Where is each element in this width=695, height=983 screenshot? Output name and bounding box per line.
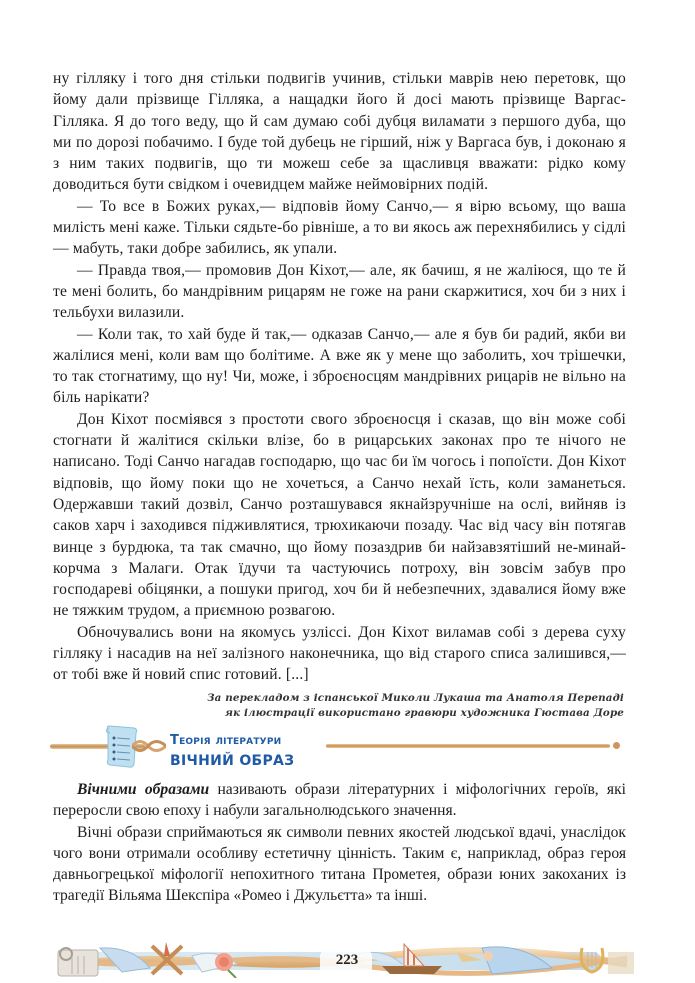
paragraph: ну гілляку і того дня стільки подвигів учинив, стільки маврів нею перетовк, що йому дали прізвище Гілляка, а нащадки його й досі мають прізвище Варгас-Гілляка. Я до того веду, що й сам думаю собі дубця виламати з першого дуба, що ми по дорозі побачимо. І буде той дубець не гірший, ніж у Варгаса був, і доконаю я з ним таких подвигів, що ти можеш себе за щасливця вважати: рідко кому доводиться бути свідком і очевидцем майже неймовірних подій. [53, 70, 626, 194]
theory-heading [50, 722, 630, 774]
story-text [53, 68, 626, 721]
rope-knot-icon [132, 737, 166, 755]
rope-divider-right [326, 744, 610, 748]
theory-text [53, 779, 626, 907]
paragraph: — Правда твоя,— промовив Дон Кіхот,— але, як бачиш, я не жаліюся, що те й те мені болить, бо мандрівним рицарям не гоже на рани скаржитися, хоч би з них і тельбухи вилазили. [53, 261, 626, 322]
paragraph: Обночувались вони на якомусь узліссі. Дон Кіхот виламав собі з дерева суху гілляку і насадив на неї залізного наконечника, що від старого списа залишився,— от тобі вже й новий спис готовий. [...] [53, 623, 626, 684]
footer-ornament [52, 938, 640, 978]
rope-end [613, 742, 620, 749]
definition-paragraph [53, 779, 626, 822]
column-icon [58, 948, 98, 976]
paragraph: Дон Кіхот посміявся з простоти свого зброєносця і сказав, що він може собі стогнати й жалітися скільки влізе, бо в рицарських законах про те нічого не написано. Тоді Санчо нагадав господарю, що час би їм чогось і попоїсти. Дон Кіхот відповів, що йому поки що не хочеться, а Санчо нехай їсть, коли заманеться. Одержавши такий дозвіл, Санчо розташувався якнайзручніше на ослі, вийняв із саков харч і заходився підживлятися, трюхикаючи позаду. Час від часу він потягав винце з бурдюка, та так смачно, що йому позаздрив би найзавзятіший не-минай-корчма з Малаги. Отак їдучи та частуючись потроху, він зовсім забув про господареві обіцянки, а пошуки пригод, хоч би й небезпечних, здавалися йому вже не тяжким трудом, а приємною розвагою. [53, 410, 626, 620]
credit-line: як ілюстрації використано гравюри художника Гюстава Доре [224, 706, 624, 719]
page-number: 223 [335, 952, 359, 968]
section-label: Теорія літератури [170, 733, 282, 748]
paragraph: Вічні образи сприймаються як символи певних якостей людської вдачі, унаслідок чого вони отримали особливу естетичну цінність. Таким є, наприклад, образ героя давньогрецької міфології непохитного титана Прометея, образи юних закоханих із трагедії Вільяма Шекспіра «Ромео і Джульєтта» та інші. [53, 823, 626, 905]
section-topic: ВІЧНИЙ ОБРАЗ [170, 753, 295, 769]
credit-line: За перекладом з іспанської Миколи Лукаша та Анатоля Перепаді [207, 691, 624, 704]
translation-credits [53, 691, 626, 721]
key-term: Вічними образами [77, 781, 210, 798]
definition-text: називають образи літературних і міфологічних героїв, які переросли свою епоху і набули загальнолюдського значення. [53, 781, 626, 820]
paragraph: — То все в Божих руках,— відповів йому Санчо,— я вірю всьому, що ваша милість мені каже. Тільки сядьте-бо рівніше, а то ви якось аж перехнябились у сідлі — мабуть, таки добре забились, як упали. [53, 197, 626, 258]
paragraph: — Коли так, то хай буде й так,— одказав Санчо,— але я був би радий, якби ви жалілися мені, коли вам що болітиме. А вже як у мене що заболить, хоч трішечки, то так стогнатиму, що ну! Чи, може, і зброєносцям мандрівних рицарів не вільно на біль нарікати? [53, 325, 626, 407]
